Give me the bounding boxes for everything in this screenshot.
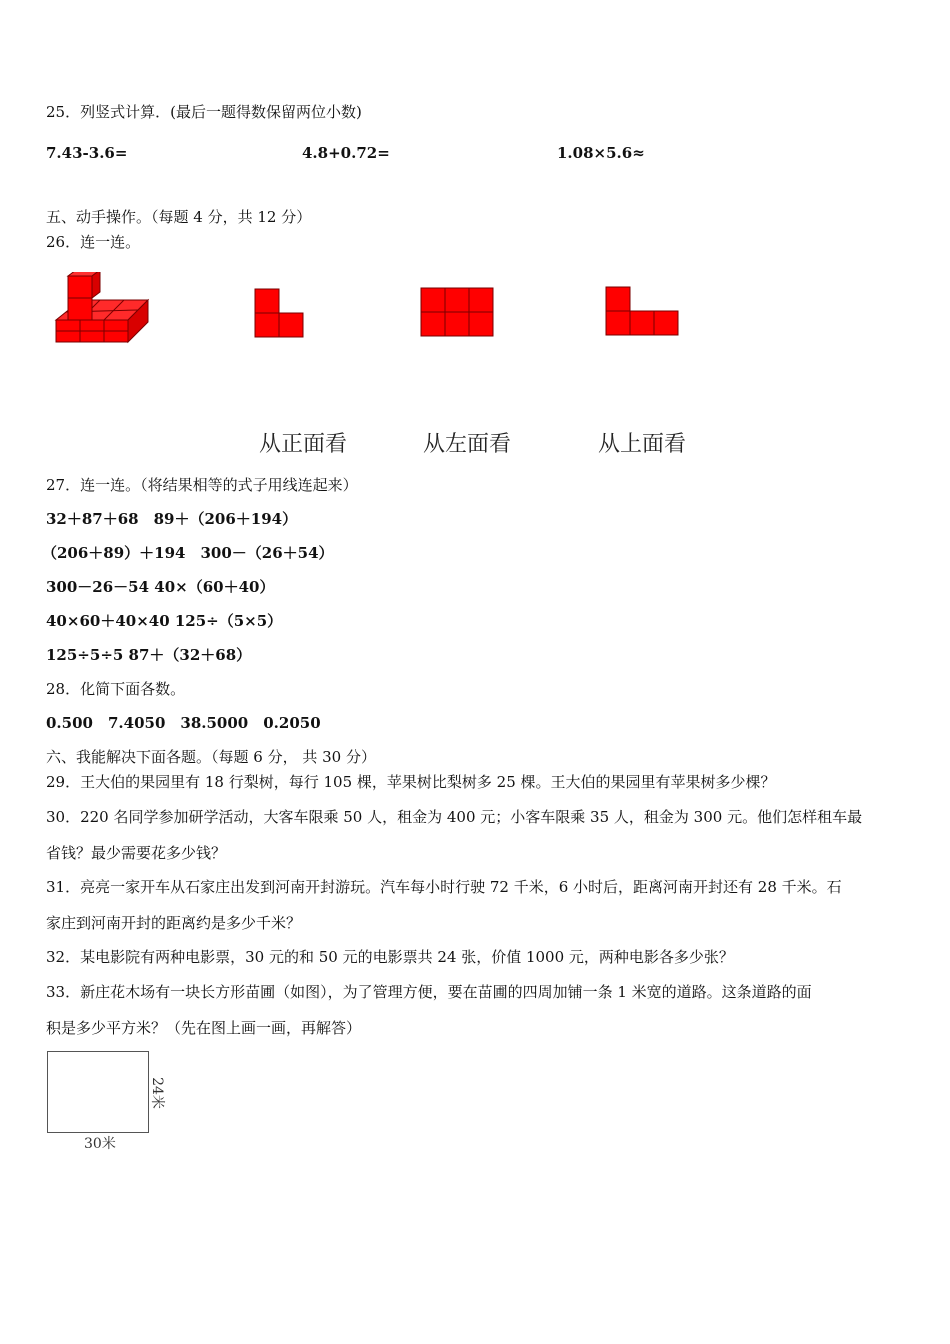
q27-row: 300－26－54 40×（60＋40）	[46, 578, 275, 596]
q33-line1: 33．新庄花木场有一块长方形苗圃（如图），为了管理方便，要在苗圃的四周加铺一条 1 米宽的道路。这条道路的面	[46, 983, 812, 1001]
q27-row: 40×60＋40×40 125÷（5×5）	[46, 612, 283, 630]
q30-line2: 省钱？最少需要花多少钱？	[46, 844, 227, 862]
view-label-left: 从左面看	[423, 432, 512, 457]
rect-height-label: 24米	[149, 1077, 165, 1109]
section5-heading: 五、动手操作。（每题 4 分，共 12 分）	[46, 208, 312, 226]
q33-line2: 积是多少平方米？（先在图上画一画，再解答）	[46, 1019, 362, 1037]
q28-title: 28．化简下面各数。	[46, 680, 186, 698]
q29-text: 29．王大伯的果园里有 18 行梨树，每行 105 棵，苹果树比梨树多 25 棵。王大伯的果园里有苹果树多少棵？	[46, 773, 776, 791]
q26-title: 26．连一连。	[46, 233, 141, 251]
q31-line1: 31．亮亮一家开车从石家庄出发到河南开封游玩。汽车每小时行驶 72 千米，6 小时后，距离河南开封还有 28 千米。石	[46, 878, 842, 896]
view-label-front: 从正面看	[259, 432, 348, 457]
q31-line2: 家庄到河南开封的距离约是多少千米？	[46, 914, 302, 932]
front-view-figure	[254, 288, 306, 340]
q25-title: 25．列竖式计算．(最后一题得数保留两位小数)	[46, 103, 362, 121]
top-view-figure	[605, 286, 681, 338]
section6-heading: 六、我能解决下面各题。（每题 6 分， 共 30 分）	[46, 748, 376, 766]
cube-stack-3d-figure	[52, 272, 152, 348]
left-view-figure	[420, 287, 496, 339]
q25-expr-2: 4.8+0.72=	[302, 144, 390, 162]
q30-line1: 30．220 名同学参加研学活动，大客车限乘 50 人，租金为 400 元；小客车限乘 35 人，租金为 300 元。他们怎样租车最	[46, 808, 863, 826]
q27-row: （206＋89）＋194 300－（26＋54）	[42, 544, 334, 562]
q25-expr-3: 1.08×5.6≈	[557, 144, 645, 162]
q32-text: 32．某电影院有两种电影票，30 元的和 50 元的电影票共 24 张，价值 1000 元，两种电影各多少张？	[46, 948, 734, 966]
view-label-top: 从上面看	[598, 432, 687, 457]
q28-numbers: 0.500 7.4050 38.5000 0.2050	[46, 714, 321, 732]
q27-row: 32＋87＋68 89＋（206＋194）	[46, 510, 298, 528]
q27-row: 125÷5÷5 87＋（32＋68）	[46, 646, 252, 664]
q25-expr-1: 7.43-3.6=	[46, 144, 128, 162]
rect-width-label: 30米	[84, 1136, 116, 1152]
q27-title: 27．连一连。（将结果相等的式子用线连起来）	[46, 476, 358, 494]
nursery-rectangle	[47, 1051, 149, 1133]
